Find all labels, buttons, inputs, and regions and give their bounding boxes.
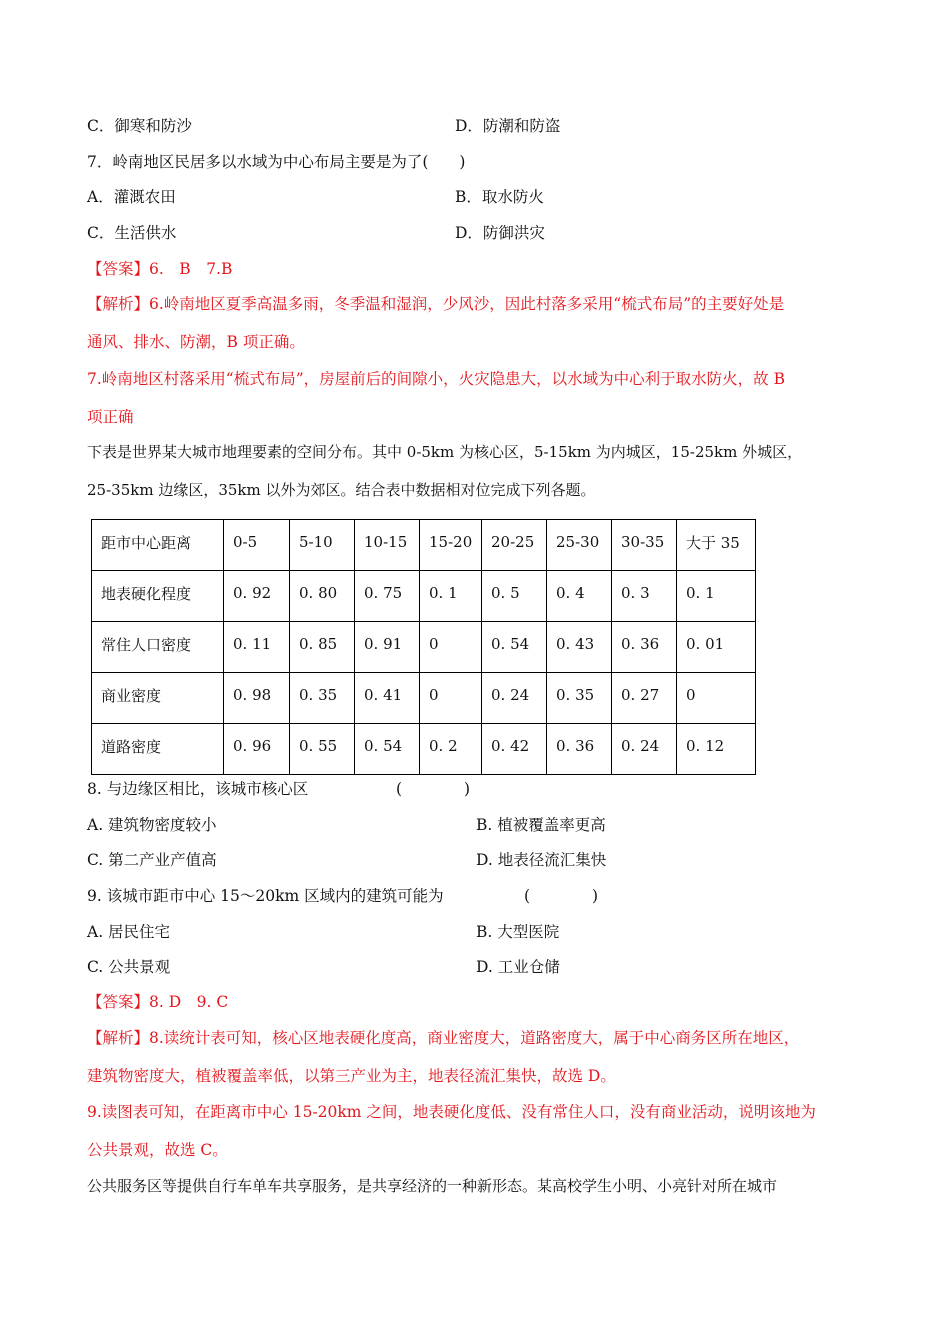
table-cell: 0. 54 [355,724,420,775]
table-cell: 0. 01 [677,622,756,673]
analysis-1-line3: 7.岭南地区村落采用“梳式布局”，房屋前后的间隙小，火灾隐患大，以水域为中心利于取水防火，故 B [87,370,785,388]
table-cell: 0. 4 [547,571,612,622]
table-cell: 常住人口密度 [92,622,224,673]
table-cell: 0. 55 [290,724,355,775]
table-cell: 0. 2 [420,724,482,775]
outro-text: 公共服务区等提供自行车单车共享服务，是共享经济的一种新形态。某高校学生小明、小亮针对所在城市 [87,1177,778,1195]
table-cell: 0. 80 [290,571,355,622]
table-cell: 大于 35 [677,520,756,571]
table-cell: 0. 91 [355,622,420,673]
q7-option-c: C．生活供水 [87,224,177,242]
table-cell: 0. 36 [612,622,677,673]
table-cell: 0-5 [224,520,290,571]
answer-text: 6. B 7.B [149,260,233,278]
table-cell: 10-15 [355,520,420,571]
table-cell: 0. 43 [547,622,612,673]
table-cell: 30-35 [612,520,677,571]
q9-option-b: B. 大型医院 [476,923,560,941]
answer-1 [87,259,232,279]
q9-option-c: C. 公共景观 [87,958,171,976]
table-cell: 0. 41 [355,673,420,724]
table-cell: 20-25 [482,520,547,571]
analysis-text: 8.读统计表可知，核心区地表硬化度高，商业密度大，道路密度大，属于中心商务区所在地区， [149,1029,800,1047]
table-cell: 0. 54 [482,622,547,673]
analysis-1-line4: 项正确 [87,408,134,426]
q8-stem: 8. 与边缘区相比，该城市核心区 [87,780,309,798]
table-cell: 0. 98 [224,673,290,724]
data-table [91,519,756,775]
q7-stem: 7．岭南地区民居多以水域为中心布局主要是为了( ) [87,153,466,171]
table-row [92,724,756,775]
table-cell: 0. 36 [547,724,612,775]
analysis-tag: 【解析】 [87,295,150,313]
table-cell: 0. 27 [612,673,677,724]
table-cell: 0. 24 [482,673,547,724]
q8-option-c: C. 第二产业产值高 [87,851,217,869]
table-cell: 0. 85 [290,622,355,673]
table-cell: 商业密度 [92,673,224,724]
table-cell: 0. 92 [224,571,290,622]
table-cell: 0. 75 [355,571,420,622]
table-cell: 0. 1 [420,571,482,622]
table-cell: 0. 42 [482,724,547,775]
q9-option-a: A. 居民住宅 [87,923,171,941]
analysis-2-line4: 公共景观，故选 C。 [87,1141,228,1159]
table-cell: 道路密度 [92,724,224,775]
q8-answer-paren: ( ) [396,780,471,798]
q9-stem: 9. 该城市距市中心 15～20km 区域内的建筑可能为 [87,887,444,905]
table-cell: 0. 1 [677,571,756,622]
q8-option-a: A. 建筑物密度较小 [87,816,217,834]
table-cell: 0 [420,622,482,673]
q9-answer-paren: ( ) [524,887,599,905]
q9-option-d: D. 工业仓储 [476,958,560,976]
intro-line1: 下表是世界某大城市地理要素的空间分布。其中 0-5km 为核心区，5-15km 为内城区，15-25km 外城区， [87,443,803,461]
table-cell: 0. 35 [547,673,612,724]
q7-option-d: D．防御洪灾 [455,224,545,242]
analysis-2-line1 [87,1028,799,1048]
table-cell: 地表硬化程度 [92,571,224,622]
q6-option-d: D．防潮和防盗 [455,117,561,135]
analysis-2-line2: 建筑物密度大，植被覆盖率低，以第三产业为主，地表径流汇集快，故选 D。 [87,1067,616,1085]
analysis-tag: 【解析】 [87,1029,150,1047]
table-header-row [92,520,756,571]
q8-option-b: B. 植被覆盖率更高 [476,816,606,834]
answer-tag: 【答案】 [87,260,150,278]
intro-line2: 25-35km 边缘区，35km 以外为郊区。结合表中数据相对位完成下列各题。 [87,481,596,499]
table-cell: 0. 24 [612,724,677,775]
analysis-1-line1 [87,294,784,314]
table-cell: 0. 35 [290,673,355,724]
q7-option-b: B．取水防火 [455,188,544,206]
q6-option-c: C．御寒和防沙 [87,117,192,135]
table-cell: 0. 5 [482,571,547,622]
answer-text: 8. D 9. C [149,993,229,1011]
table-cell: 0. 3 [612,571,677,622]
table-row [92,673,756,724]
answer-tag: 【答案】 [87,993,150,1011]
q8-option-d: D. 地表径流汇集快 [476,851,607,869]
table-cell: 0 [420,673,482,724]
analysis-2-line3: 9.读图表可知，在距离市中心 15-20km 之间，地表硬化度低、没有常住人口，没有商业活动，说明该地为 [87,1103,816,1121]
table-cell: 5-10 [290,520,355,571]
table-cell: 15-20 [420,520,482,571]
table-cell: 0 [677,673,756,724]
analysis-text: 6.岭南地区夏季高温多雨，冬季温和湿润，少风沙，因此村落多采用“梳式布局”的主要好处是 [149,295,785,313]
table-row [92,571,756,622]
table-cell: 距市中心距离 [92,520,224,571]
analysis-1-line2: 通风、排水、防潮，B 项正确。 [87,333,305,351]
table-cell: 0. 96 [224,724,290,775]
table-cell: 25-30 [547,520,612,571]
answer-2 [87,992,228,1012]
table-row [92,622,756,673]
q7-option-a: A．灌溉农田 [87,188,176,206]
table-cell: 0. 12 [677,724,756,775]
table-cell: 0. 11 [224,622,290,673]
